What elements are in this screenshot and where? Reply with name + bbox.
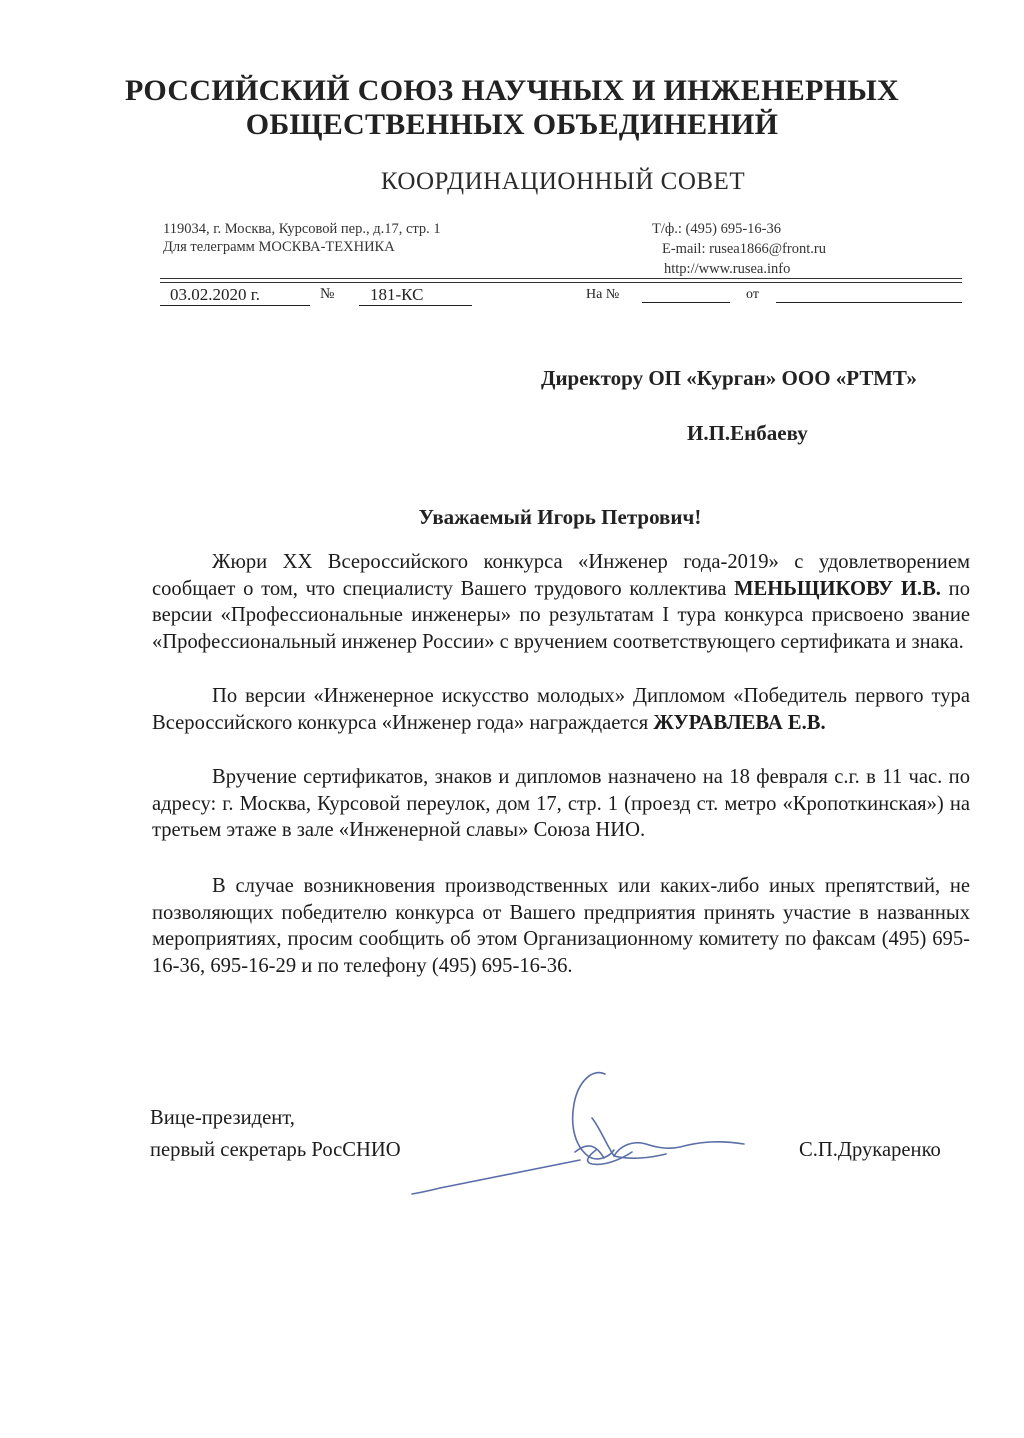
reference-number-label: На №: [586, 287, 620, 302]
addressee-name: И.П.Енбаеву: [687, 421, 808, 445]
letterhead-divider-bottom: [160, 282, 962, 283]
email: E-mail: rusea1866@front.ru: [662, 241, 826, 257]
telegram-address: Для телеграмм МОСКВА-ТЕХНИКА: [163, 239, 395, 255]
organization-name-line2: ОБЩЕСТВЕННЫХ ОБЪЕДИНЕНИЙ: [245, 108, 779, 141]
signatory-position-line1: Вице-президент,: [150, 1107, 295, 1129]
body-paragraph-3: Вручение сертификатов, знаков и дипломов назначено на 18 февраля с.г. в 11 час. по адресу: г. Москва, Курсовой переулок, дом 17, стр. 1 (проезд ст. метро «Кропоткинская») на третьем этаже в зале «Инженерной славы» Союза НИО.: [152, 766, 970, 842]
salutation: Уважаемый Игорь Петрович!: [418, 505, 702, 529]
body-paragraph-4: В случае возникновения производственных или каких-либо иных препятствий, не позволяющих победителю конкурса от Вашего предприятия принять участие в названных мероприятиях, просим сообщить об этом Организационному комитету по факсам (495) 695-16-36, 695-16-29 и по телефону (495) 695-16-36.: [152, 875, 970, 977]
outgoing-number-field: [359, 285, 472, 306]
reference-date-line: [776, 285, 962, 303]
letterhead-divider-top: [160, 278, 962, 279]
phone-fax: Т/ф.: (495) 695-16-36: [652, 221, 781, 237]
addressee-position: Директору ОП «Курган» ООО «РТМТ»: [541, 366, 917, 390]
reference-date-label: от: [746, 287, 759, 302]
body-paragraph-1: [152, 549, 970, 655]
paragraph-1-text-b: по версии «Профессиональные инженеры» по результатам I тура конкурса присвоено звание «Профессиональный инженер России» с вручением соответствующего сертификата и знака.: [152, 577, 971, 653]
organization-name-line1: РОССИЙСКИЙ СОЮЗ НАУЧНЫХ И ИНЖЕНЕРНЫХ: [124, 74, 899, 107]
number-label: №: [320, 286, 335, 302]
body-paragraph-2: [152, 683, 970, 736]
reference-number-line: [642, 285, 730, 303]
signatory-name: С.П.Друкаренко: [799, 1139, 941, 1161]
org-address: 119034, г. Москва, Курсовой пер., д.17, стр. 1: [163, 221, 441, 237]
outgoing-date: 03.02.2020 г.: [170, 285, 261, 304]
outgoing-date-field: [160, 285, 310, 306]
outgoing-number: 181-КС: [370, 285, 424, 304]
website: http://www.rusea.info: [664, 261, 791, 277]
awardee-name-2: ЖУРАВЛЕВА Е.В.: [653, 711, 826, 734]
handwritten-signature: [400, 1060, 760, 1210]
awardee-name-1: МЕНЬЩИКОВУ И.В.: [734, 577, 941, 600]
council-title: КООРДИНАЦИОННЫЙ СОВЕТ: [380, 168, 746, 195]
paragraph-2-text: По версии «Инженерное искусство молодых» Дипломом «Победитель первого тура Всероссийского конкурса «Инженер года» награждается: [152, 685, 970, 734]
paragraph-1-text-a: Жюри XX Всероссийского конкурса «Инженер года-2019» с удовлетворением сообщает о том, что специалисту Вашего трудового коллектива: [152, 551, 970, 600]
signatory-position-line2: первый секретарь РосСНИО: [150, 1139, 401, 1161]
